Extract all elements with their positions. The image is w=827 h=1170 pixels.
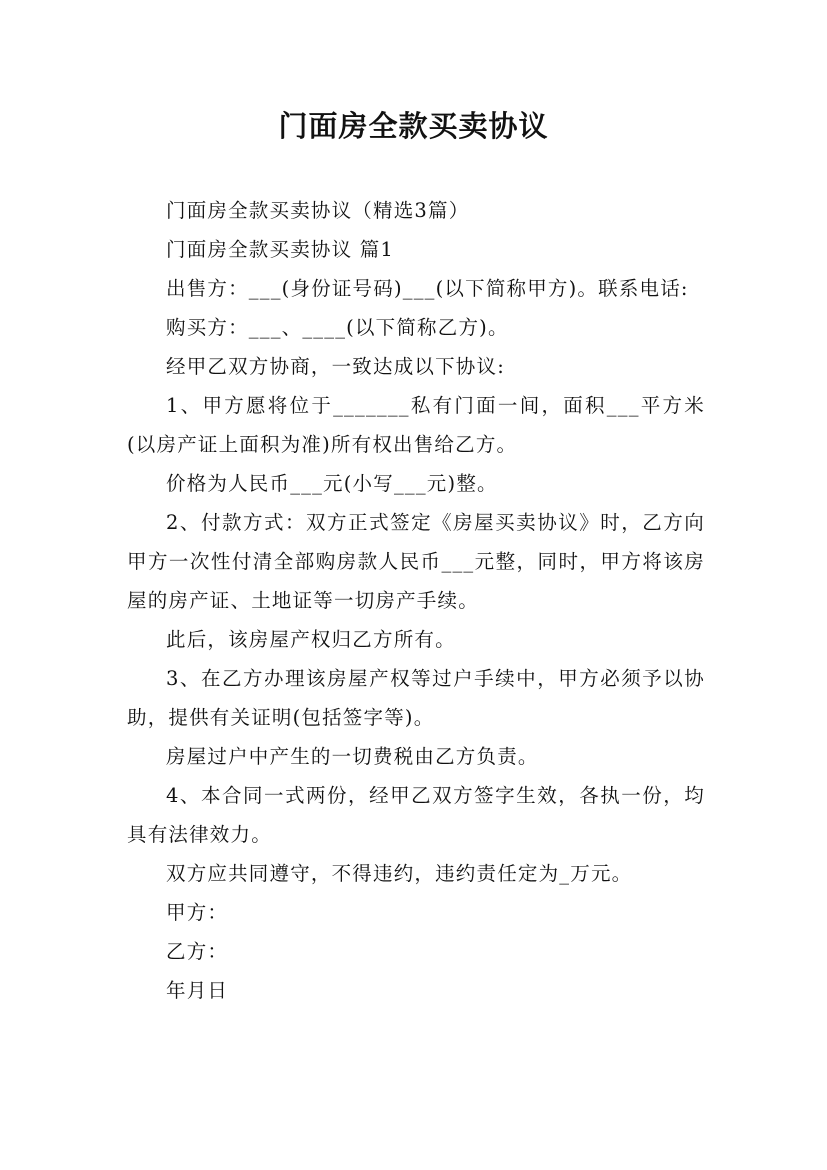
paragraph-liability: 双方应共同遵守，不得违约，违约责任定为_万元。 bbox=[166, 862, 633, 885]
document-body bbox=[127, 191, 705, 1010]
paragraph-section-heading: 门面房全款买卖协议 篇1 bbox=[166, 238, 395, 261]
document-title: 门面房全款买卖协议 bbox=[278, 109, 549, 143]
paragraph-subtitle: 门面房全款买卖协议（精选3篇） bbox=[166, 199, 470, 222]
paragraph-clause-1: 1、甲方愿将位于_______私有门面一间，面积___平方米(以房产证上面积为准)所有权出售给乙方。 bbox=[127, 394, 705, 456]
signature-party-a: 甲方： bbox=[166, 901, 229, 924]
paragraph-fees: 房屋过户中产生的一切费税由乙方负责。 bbox=[166, 745, 539, 768]
signature-date: 年月日 bbox=[166, 979, 229, 1002]
paragraph-clause-2: 2、付款方式：双方正式签定《房屋买卖协议》时，乙方向甲方一次性付清全部购房款人民币___元整，同时，甲方将该房屋的房产证、土地证等一切房产手续。 bbox=[127, 511, 705, 612]
paragraph-clause-4: 4、本合同一式两份，经甲乙双方签字生效，各执一份，均具有法律效力。 bbox=[127, 784, 705, 846]
paragraph-price: 价格为人民币___元(小写___元)整。 bbox=[166, 472, 498, 495]
signature-party-b: 乙方： bbox=[166, 940, 229, 963]
paragraph-clause-3: 3、在乙方办理该房屋产权等过户手续中，甲方必须予以协助，提供有关证明(包括签字等)。 bbox=[127, 667, 705, 729]
paragraph-ownership: 此后，该房屋产权归乙方所有。 bbox=[166, 628, 456, 651]
paragraph-agreement-intro: 经甲乙双方协商，一致达成以下协议: bbox=[166, 355, 505, 378]
paragraph-seller: 出售方：___(身份证号码)___(以下简称甲方)。联系电话: bbox=[166, 277, 689, 300]
paragraph-buyer: 购买方：___、____(以下简称乙方)。 bbox=[166, 316, 509, 339]
